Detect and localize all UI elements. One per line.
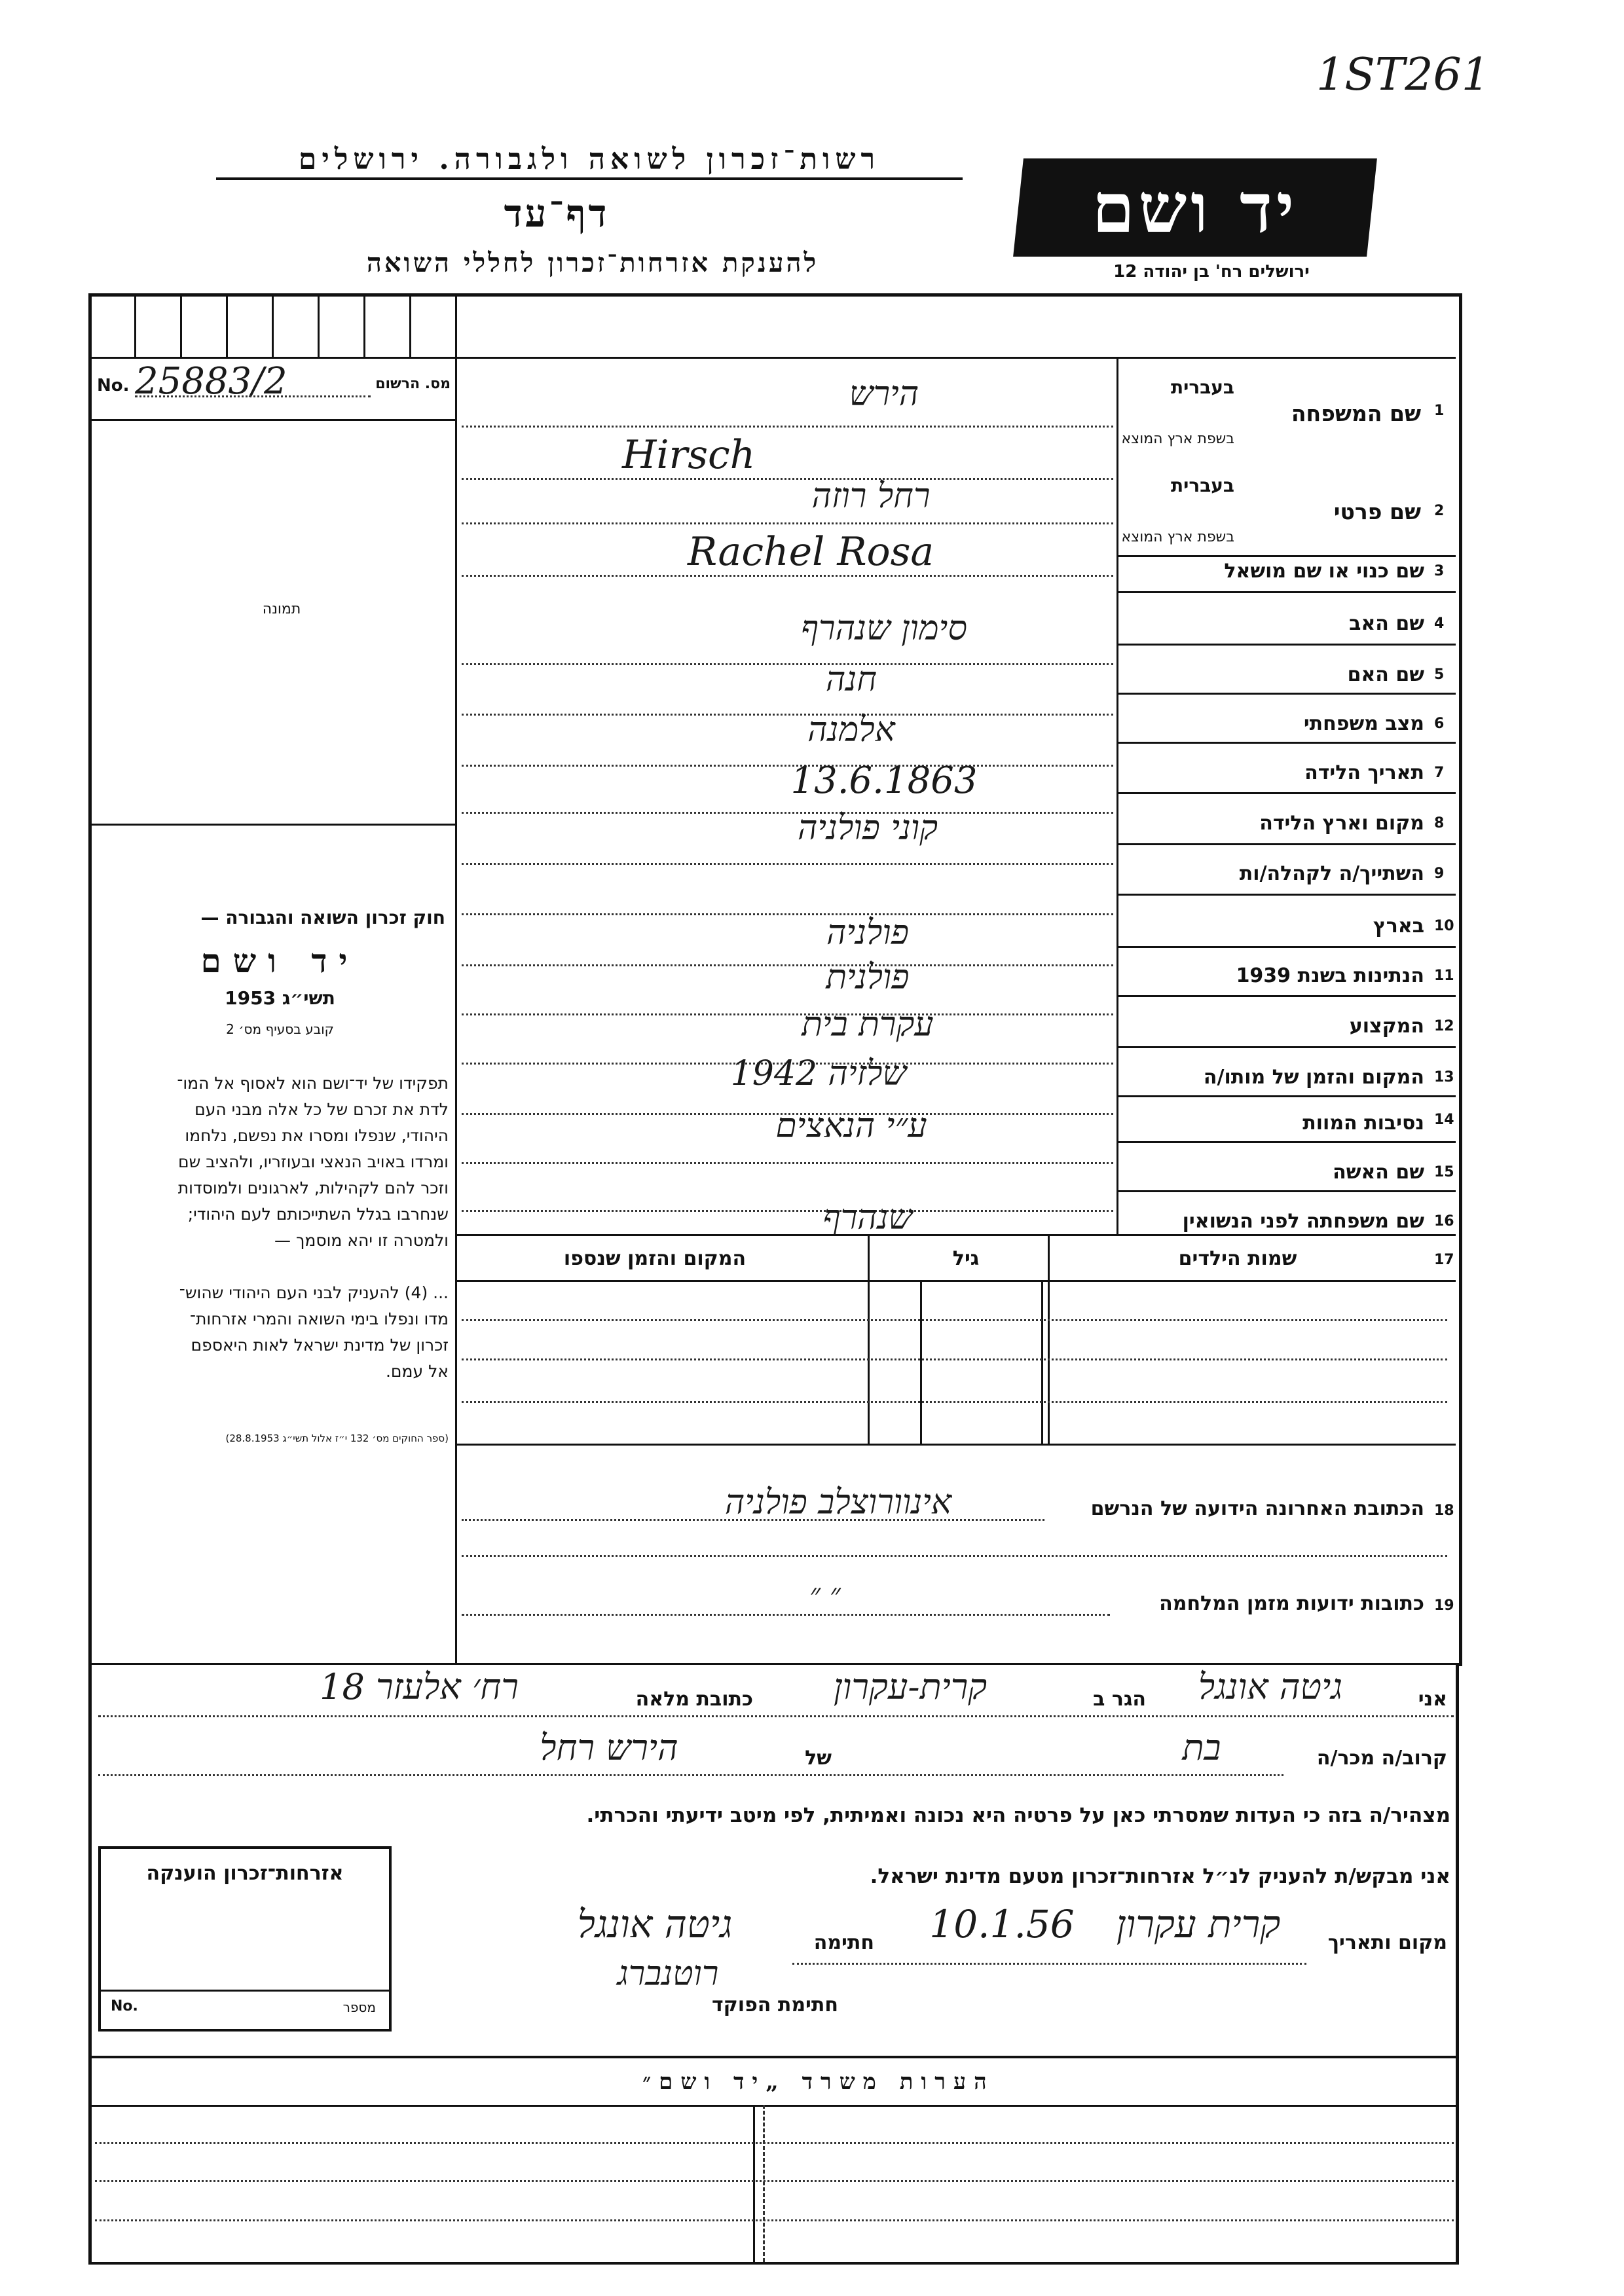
children-bottom-line bbox=[455, 1444, 1456, 1446]
declaration-dotted bbox=[98, 1774, 1283, 1776]
signature-value: גיטה אונגל bbox=[577, 1902, 733, 1946]
field-11-value: פולנית bbox=[826, 958, 910, 997]
notes-line bbox=[95, 2219, 1454, 2221]
field-2-value-hebrew: רחל רוזה bbox=[811, 477, 931, 516]
archive-number: 1ST261 bbox=[1316, 49, 1490, 101]
law-year: תשי״ג 1953 bbox=[225, 987, 335, 1009]
children-sub-divider bbox=[1041, 1280, 1043, 1444]
field-16-number: 16 bbox=[1434, 1213, 1454, 1230]
field-6-value: אלמנה bbox=[807, 710, 895, 750]
of-value: הירש רחל bbox=[540, 1727, 678, 1768]
form-subtitle: להענקת אזרחות־זכרון לחללי השואה bbox=[366, 247, 819, 278]
box-line bbox=[134, 297, 136, 357]
label-line bbox=[1116, 995, 1456, 997]
registration-no-label: No. bbox=[97, 376, 130, 395]
field-14-label: נסיבות המוות bbox=[1302, 1112, 1424, 1135]
label-line bbox=[1116, 591, 1456, 593]
authority-title: רשות־זכרון לשואה ולגבורה. ירושלים bbox=[216, 143, 963, 180]
children-row-line bbox=[462, 1319, 1447, 1321]
photo-label: תמונה bbox=[262, 601, 301, 617]
field-4-value: סימון שנהרף bbox=[801, 609, 967, 648]
field-7-label: תאריך הלידה bbox=[1304, 761, 1424, 784]
law-line: ולמטרה זו יהא מוסמך — bbox=[274, 1231, 449, 1250]
value-dotted-line bbox=[462, 1162, 1113, 1164]
notes-top-line bbox=[88, 2056, 1459, 2058]
field-7-value: 13.6.1863 bbox=[790, 759, 978, 802]
field-16-value: שנהרף bbox=[822, 1198, 913, 1237]
officer-label: חתימת הפוקד bbox=[712, 1994, 838, 2016]
label-line bbox=[1116, 555, 1456, 557]
officer-signature: רוטנברג bbox=[617, 1954, 719, 1994]
label-line bbox=[1116, 1190, 1456, 1192]
lower-left-border bbox=[88, 1663, 92, 2264]
children-age-header: גיל bbox=[952, 1247, 980, 1270]
field-19-number: 19 bbox=[1434, 1597, 1454, 1614]
children-names-header: שמות הילדים bbox=[1178, 1247, 1297, 1270]
top-strip-divider bbox=[455, 297, 457, 357]
field-9-number: 9 bbox=[1434, 866, 1445, 882]
field-15-label: שם האשה bbox=[1333, 1161, 1424, 1184]
children-row-line bbox=[462, 1401, 1447, 1403]
citizenship-box-title: אזרחות־זכרון הוענקה bbox=[146, 1862, 344, 1885]
children-number: 17 bbox=[1434, 1252, 1454, 1268]
children-row-line bbox=[462, 1358, 1447, 1360]
declaration-dotted bbox=[792, 1963, 1306, 1965]
field-1-hebrew-label: בעברית bbox=[1170, 376, 1234, 398]
place-date-label: מקום ותאריך bbox=[1327, 1931, 1447, 1954]
field-8-label: מקום וארץ הלידה bbox=[1259, 812, 1424, 835]
field-5-number: 5 bbox=[1434, 666, 1445, 683]
label-line bbox=[1116, 742, 1456, 744]
registration-line bbox=[92, 419, 455, 421]
citizenship-box-line bbox=[101, 1990, 389, 1992]
field-12-number: 12 bbox=[1434, 1018, 1454, 1034]
photo-line bbox=[92, 824, 455, 826]
address-dotted bbox=[462, 1614, 1110, 1616]
citizenship-no-label: No. bbox=[111, 1998, 138, 2014]
field-9-label: השתייך/ה לקהלה/ות bbox=[1239, 862, 1424, 885]
notes-title: הערות משרד „יד ושם״ bbox=[642, 2069, 995, 2095]
field-2-number: 2 bbox=[1434, 503, 1445, 519]
children-place-header: המקום והזמן שנספו bbox=[563, 1247, 747, 1270]
children-sub-divider bbox=[920, 1280, 922, 1444]
form-frame-bottom bbox=[88, 1663, 1459, 1665]
law-citation: (ספר החוקים מס׳ 132 י״ז אלול תשי״ג 28.8.1953) bbox=[225, 1432, 449, 1444]
children-col-divider bbox=[868, 1234, 870, 1444]
law-line: שנחרבו בגלל השתייכותם לעם היהודי; bbox=[187, 1205, 449, 1224]
children-top-line bbox=[455, 1234, 1456, 1236]
registration-label: מס. הרשום bbox=[375, 376, 451, 392]
box-line bbox=[180, 297, 182, 357]
notes-divider bbox=[753, 2105, 755, 2262]
field-11-number: 11 bbox=[1434, 968, 1454, 984]
field-12-label: המקצוע bbox=[1349, 1015, 1424, 1038]
field-11-label: הנתינות בשנת 1939 bbox=[1236, 964, 1424, 987]
field-10-number: 10 bbox=[1434, 918, 1454, 934]
label-column-divider bbox=[1116, 357, 1118, 1234]
signature-label: חתימה bbox=[813, 1931, 874, 1954]
place-value: קרית עקרון bbox=[1116, 1902, 1281, 1946]
field-14-number: 14 bbox=[1434, 1112, 1454, 1128]
resides-value: קרית-עקרון bbox=[833, 1666, 987, 1707]
box-line bbox=[272, 297, 274, 357]
registration-row bbox=[97, 360, 451, 405]
field-5-label: שם האם bbox=[1347, 663, 1424, 686]
law-heading: חוק זכרון השואה והגבורה — bbox=[200, 907, 445, 928]
field-13-label: המקום והזמן של מותו/ה bbox=[1203, 1066, 1424, 1089]
field-12-value: עקרת בית bbox=[802, 1005, 934, 1044]
field-18-value: אינוורוצלב פולניה bbox=[724, 1483, 952, 1522]
label-line bbox=[1116, 843, 1456, 845]
label-line bbox=[1116, 894, 1456, 896]
field-13-number: 13 bbox=[1434, 1069, 1454, 1085]
label-line bbox=[1116, 693, 1456, 695]
field-1-value-hebrew: הירש bbox=[849, 374, 919, 414]
law-paragraph-1 bbox=[98, 1070, 449, 1254]
field-15-number: 15 bbox=[1434, 1164, 1454, 1180]
law-line: זכרון של מדינת ישראל לאות היאספם bbox=[191, 1336, 449, 1355]
field-1-local-label: בשפת ארץ המוצא bbox=[1121, 431, 1234, 447]
field-19-value: ״ ״ bbox=[809, 1578, 841, 1611]
address-dotted bbox=[462, 1519, 1044, 1521]
label-line bbox=[1116, 644, 1456, 646]
field-18-label: הכתובת האחרונה הידועה של הנרשם bbox=[1090, 1497, 1424, 1520]
box-line bbox=[226, 297, 228, 357]
field-13-value: שלזיה 1942 bbox=[730, 1054, 907, 1093]
declaration-statement: מצהיר/ה בזה כי העדות שמסרתי כאן על פרטיה היא נכונה ואמיתית, לפי מיטב ידיעתי והכרתי. bbox=[586, 1804, 1450, 1827]
yad-vashem-logo bbox=[1013, 158, 1377, 257]
field-8-number: 8 bbox=[1434, 815, 1445, 831]
of-label: של bbox=[805, 1747, 832, 1770]
field-14-value: ע״י הנאצים bbox=[775, 1106, 927, 1146]
law-line: היהודי, שנפלו ומסרו את נפשם, נלחמו bbox=[185, 1126, 449, 1145]
field-4-label: שם האב bbox=[1349, 612, 1424, 635]
box-line bbox=[363, 297, 365, 357]
field-1-value-local: Hirsch bbox=[622, 432, 756, 478]
address-dotted bbox=[462, 1555, 1447, 1557]
children-col-divider bbox=[1048, 1234, 1050, 1444]
notes-divider-dashed bbox=[763, 2105, 765, 2262]
citizenship-box bbox=[98, 1846, 392, 2032]
law-line: אל עמם. bbox=[385, 1362, 449, 1381]
address-label: כתובת מלאה bbox=[635, 1688, 753, 1711]
field-16-label: שם משפחתה לפני הנשואין bbox=[1182, 1210, 1424, 1233]
field-2-local-label: בשפת ארץ המוצא bbox=[1121, 529, 1234, 545]
field-3-number: 3 bbox=[1434, 563, 1445, 579]
label-line bbox=[1116, 792, 1456, 794]
notes-bottom-line bbox=[88, 2262, 1459, 2265]
lower-right-border bbox=[1456, 1663, 1459, 2264]
law-line: ומרדו באויב הנאצי ובעוזריו, ולהציב שם bbox=[178, 1152, 449, 1171]
law-clause: קובע בסעיף מס׳ 2 bbox=[226, 1021, 334, 1037]
field-4-number: 4 bbox=[1434, 615, 1445, 632]
law-line: לדת את זכרם של כל אלה מבני העם bbox=[194, 1100, 449, 1119]
box-line bbox=[318, 297, 320, 357]
field-3-label: שם כנוי או שם מושאל bbox=[1224, 560, 1424, 583]
field-10-value: פולניה bbox=[826, 913, 909, 953]
citizenship-number-label: מספר bbox=[342, 1999, 376, 2015]
value-dotted-line bbox=[462, 575, 1113, 577]
top-strip-line bbox=[92, 357, 1456, 359]
resides-label: הגר ב bbox=[1093, 1688, 1146, 1711]
notes-line bbox=[95, 2142, 1454, 2144]
declarant-name: גיטה אונגל bbox=[1198, 1666, 1343, 1707]
field-1-label: שם המשפחה bbox=[1291, 401, 1421, 426]
logo-text: יד ושם bbox=[1092, 167, 1299, 248]
field-5-value: חנה bbox=[825, 660, 877, 699]
field-19-label: כתובות ידועות מזמן המלחמה bbox=[1159, 1592, 1424, 1615]
field-2-value-local: Rachel Rosa bbox=[688, 529, 934, 575]
label-line bbox=[1116, 1141, 1456, 1143]
law-line: תפקידו של יד־ושם הוא לאסוף אל המו־ bbox=[177, 1074, 449, 1093]
declaration-i-label: אני bbox=[1418, 1688, 1447, 1711]
field-2-hebrew-label: בעברית bbox=[1170, 475, 1234, 496]
label-line bbox=[1116, 946, 1456, 948]
notes-header-line bbox=[88, 2105, 1459, 2107]
header-address: ירושלים רח' בן יהודה 12 bbox=[1113, 262, 1310, 282]
registration-number: 25883/2 bbox=[135, 360, 287, 403]
field-1-number: 1 bbox=[1434, 403, 1445, 419]
label-line bbox=[1116, 1046, 1456, 1048]
law-line: וזכר להם לקהילות, לארגונים ולמוסדות bbox=[177, 1178, 449, 1197]
field-6-number: 6 bbox=[1434, 716, 1445, 732]
field-2-label: שם פרטי bbox=[1333, 499, 1421, 524]
registration-dotted bbox=[135, 395, 371, 397]
law-line: מדו ונפלו בימי השואה והמרי אזרחות־ bbox=[189, 1309, 449, 1328]
value-dotted-line bbox=[462, 522, 1113, 524]
relation-value: בת bbox=[1182, 1727, 1221, 1768]
field-8-value: קוני פולניה bbox=[797, 809, 938, 848]
value-dotted-line bbox=[462, 426, 1113, 428]
declaration-request: אני מבקש/ת להעניק לנ״ל אזרחות־זכרון מטעם מדינת ישראל. bbox=[870, 1865, 1450, 1888]
value-dotted-line bbox=[462, 863, 1113, 865]
label-line bbox=[1116, 1095, 1456, 1097]
law-name: יד ושם bbox=[200, 941, 360, 980]
field-7-number: 7 bbox=[1434, 765, 1445, 781]
field-6-label: מצב משפחתי bbox=[1303, 712, 1424, 735]
left-column-divider bbox=[455, 357, 457, 1663]
field-18-number: 18 bbox=[1434, 1503, 1454, 1519]
relative-label: קרוב/ה מכר/ה bbox=[1316, 1747, 1447, 1770]
date-value: 10.1.56 bbox=[929, 1902, 1075, 1946]
law-line: ... (4) להעניק לבני העם היהודי שהוש־ bbox=[179, 1283, 449, 1302]
field-10-label: בארץ bbox=[1373, 915, 1424, 938]
address-value: רח׳ אלעזר 18 bbox=[320, 1666, 519, 1707]
form-title: דף־עד bbox=[504, 191, 610, 236]
children-header-line bbox=[455, 1280, 1456, 1282]
notes-line bbox=[95, 2180, 1454, 2182]
law-paragraph-2 bbox=[98, 1280, 449, 1385]
box-line bbox=[409, 297, 411, 357]
declaration-dotted bbox=[98, 1715, 1454, 1717]
